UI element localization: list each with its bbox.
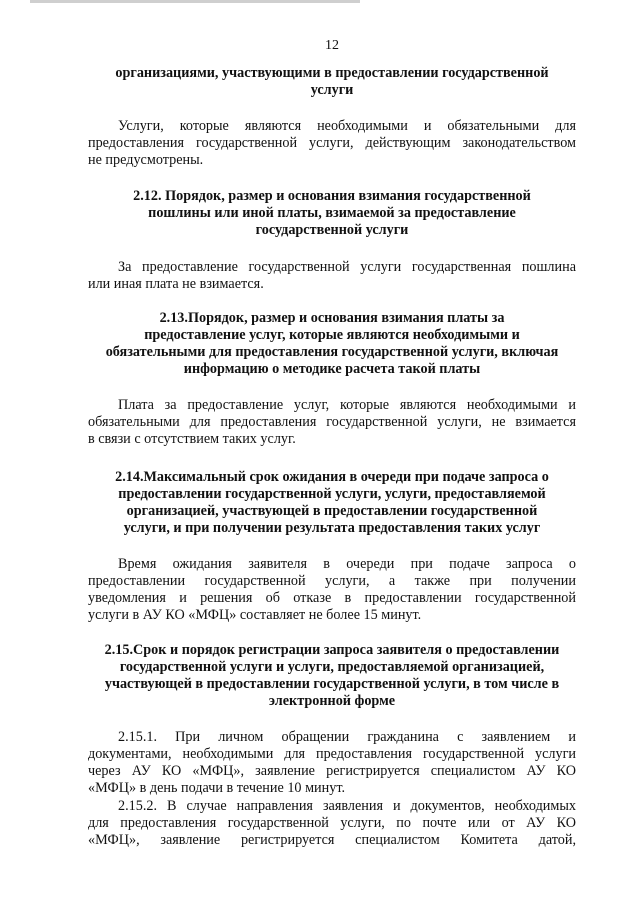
section-heading-2-13 (88, 310, 576, 378)
paragraph (88, 556, 576, 624)
section-heading-2-15 (88, 642, 576, 710)
heading-line: государственной услуги (255, 222, 409, 238)
paragraph-line: Услуги, которые являются необходимыми и обязательными для (118, 118, 576, 134)
heading-line: участвующей в предоставлении государственной услуги, в том числе в (104, 676, 560, 692)
scan-edge-artifact (30, 0, 360, 3)
paragraph-line: «МФЦ» в день подачи в течение 10 минут. (88, 780, 346, 796)
heading-line: государственной услуги и услуги, предоставляемой организацией, (119, 659, 545, 675)
paragraph-2-15-1 (88, 729, 576, 797)
paragraph-line: уведомления и решения об отказе в предоставлении государственной (88, 590, 576, 606)
paragraph-2-15-2 (88, 798, 576, 849)
paragraph-line: для предоставления государственной услуги, по почте или от АУ КО (88, 815, 576, 831)
heading-line: предоставлении государственной услуги, услуги, предоставляемой (118, 486, 546, 502)
section-heading-2-14 (88, 469, 576, 537)
section-heading-continuation (88, 65, 576, 99)
heading-line: 2.15.Срок и порядок регистрации запроса заявителя о предоставлении (104, 642, 560, 658)
paragraph (88, 118, 576, 169)
section-heading-2-12 (88, 188, 576, 239)
heading-line: электронной форме (268, 693, 396, 709)
paragraph-line: предоставлении государственной услуги, а также при получении (88, 573, 576, 589)
page-number: 12 (325, 38, 339, 53)
paragraph (88, 259, 576, 293)
heading-line: информацию о методике расчета такой платы (183, 361, 481, 377)
paragraph-line: или иная плата не взимается. (88, 276, 264, 292)
heading-line: 2.12. Порядок, размер и основания взимания государственной (133, 188, 531, 204)
paragraph-line: За предоставление государственной услуги государственная пошлина (118, 259, 576, 275)
heading-line: 2.13.Порядок, размер и основания взимания платы за (159, 310, 505, 326)
paragraph-line: Время ожидания заявителя в очереди при подаче запроса о (118, 556, 576, 572)
paragraph-line: 2.15.2. В случае направления заявления и документов, необходимых (118, 798, 576, 814)
heading-line: предоставление услуг, которые являются необходимыми и (144, 327, 520, 343)
paragraph-line: 2.15.1. При личном обращении гражданина с заявлением и (118, 729, 576, 745)
heading-line: обязательными для предоставления государственной услуги, включая (105, 344, 559, 360)
paragraph-line: через АУ КО «МФЦ», заявление регистрируется специалистом АУ КО (88, 763, 576, 779)
paragraph-line: не предусмотрены. (88, 152, 204, 168)
paragraph-line: обязательными для предоставления государственной услуги, не взимается (88, 414, 576, 430)
heading-line: услуги (310, 82, 354, 98)
paragraph-line: Плата за предоставление услуг, которые являются необходимыми и (118, 397, 576, 413)
heading-line: организациями, участвующими в предоставлении государственной (115, 65, 549, 81)
paragraph (88, 397, 576, 448)
paragraph-line: документами, необходимыми для предоставления государственной услуги (88, 746, 576, 762)
paragraph-line: в связи с отсутствием таких услуг. (88, 431, 296, 447)
heading-line: пошлины или иной платы, взимаемой за предоставление (148, 205, 516, 221)
paragraph-line: «МФЦ», заявление регистрируется специалистом Комитета датой, (88, 832, 576, 848)
paragraph-line: предоставления государственной услуги, действующим законодательством (88, 135, 576, 151)
paragraph-line: услуги в АУ КО «МФЦ» составляет не более 15 минут. (88, 607, 422, 623)
heading-line: 2.14.Максимальный срок ожидания в очереди при подаче запроса о (115, 469, 549, 485)
heading-line: услуги, и при получении результата предоставления таких услуг (123, 520, 541, 536)
heading-line: организацией, участвующей в предоставлении государственной (126, 503, 538, 519)
